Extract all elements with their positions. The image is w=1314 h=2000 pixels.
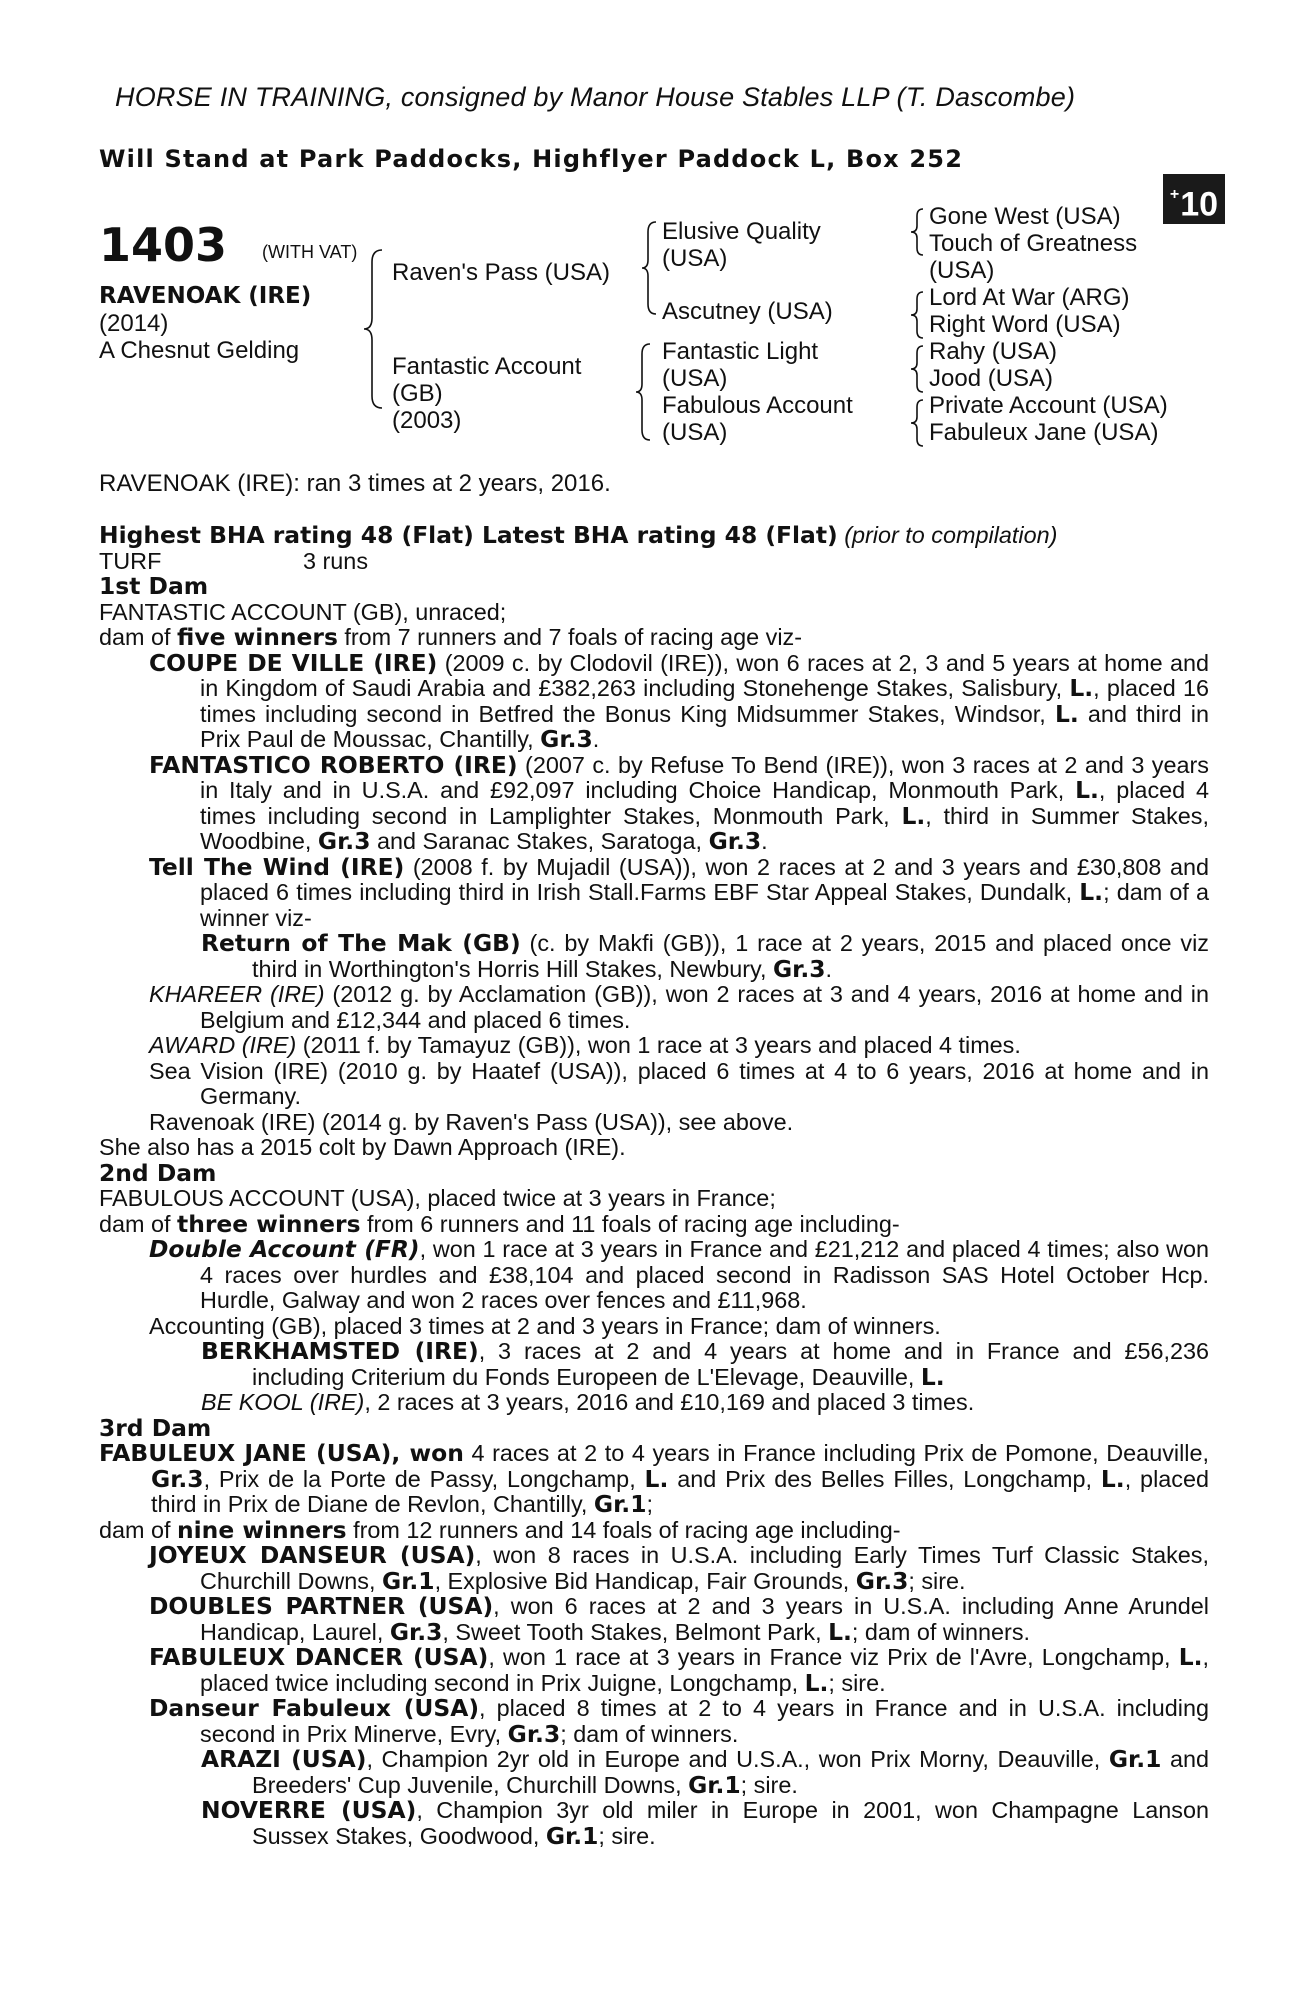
progeny-text: , won 6 races at 2 and 3 years in U.S.A. including Anne Arundel Handicap, Laurel, [200,1593,1209,1645]
progeny-name: ARAZI (USA) [201,1745,367,1773]
progeny-entry [99,931,1209,982]
pedigree-brace-ss [909,207,927,257]
progeny-text: . [761,828,768,854]
pedigree-brace-main [362,248,386,410]
progeny-name: DOUBLES PARTNER (USA) [149,1592,494,1620]
badge-number: 10 [1180,185,1219,224]
grade: Gr.3 [151,1464,204,1493]
pedigree-brace-dd [909,398,927,448]
progeny-text: . [825,955,833,982]
badge-plus: + [1169,186,1180,203]
dam-of-bold: three winners [177,1209,361,1238]
progeny-name: FANTASTICO ROBERTO (IRE) [149,750,518,779]
pedigree-ds-line1: Fantastic Light [662,338,819,365]
grade: L. [828,1617,852,1646]
pedigree-ss-line1: Elusive Quality [662,218,821,245]
grade: L. [901,801,926,830]
progeny-entry: Sea Vision (IRE) (2010 g. by Haatef (USA)), placed 6 times at 4 to 6 years, 2016 at home and in Germany. [149,1057,1209,1109]
progeny-text: 4 races at 2 to 4 years in France including Prix de Pomone, Deauville, [463,1440,1209,1466]
second-dam-dam-of [99,1209,1209,1238]
grade: L. [1069,674,1094,702]
progeny-text: (2007 c. by Refuse To Bend (IRE)), won 3 races at 2 and 3 years in Italy and in U.S.A. and £92,097 including Choice Handicap, Monmouth Park, [200,751,1209,803]
progeny-name: NOVERRE (USA) [201,1796,417,1824]
progeny-text: ; sire. [908,1567,966,1594]
lot-number: 1403 [99,218,228,272]
progeny-name: BE KOOL (IRE) [201,1389,365,1415]
first-dam-dam-of [99,625,1209,651]
pedigree-ds-line2: (USA) [662,365,728,392]
surface-label: TURF [99,547,162,574]
surface-runs: 3 runs [303,547,369,574]
progeny-entry [99,648,1209,753]
progeny-text: , placed twice including second in Prix Juigne, Longchamp, [200,1644,1209,1696]
progeny-text: , 3 races at 2 and 4 years at home and in France and £56,236 including Criterium du Fonds Europeen de L'Elevage, Deauville, [252,1338,1209,1390]
third-dam-dam-of [99,1515,1209,1544]
page-header: HORSE IN TRAINING, consigned by Manor House Stables LLP (T. Dascombe) [115,82,1076,112]
progeny-entry [99,1645,1209,1696]
grade: L. [1178,1643,1203,1671]
grade: L. [1075,776,1099,804]
progeny-text: , Prix de la Porte de Passy, Longchamp, [203,1465,645,1492]
progeny-entry: Accounting (GB), placed 3 times at 2 and 3 years in France; dam of winners. [149,1312,941,1339]
progeny-name: KHAREER (IRE) [149,981,325,1007]
progeny-entry [99,1543,1209,1594]
rating-line [99,523,1209,549]
progeny-text: ; [646,1491,653,1517]
pedigree-brace-sd [909,290,927,340]
horse-year: (2014) [99,310,169,337]
grade: Gr.3 [855,1566,909,1595]
progeny-text: , won 1 race at 3 years in France and £21,212 and placed 4 times; also won 4 races over hurdles and £38,104 and placed second in Radisson SAS Hotel October Hcp. Hurdle, Galway and won 2 races over fences and £11,968. [200,1236,1209,1313]
progeny-entry [99,1747,1209,1798]
dam-of-pre: dam of [99,624,178,650]
progeny-text: ; sire. [828,1669,886,1696]
pedigree-dss: Rahy (USA) [929,338,1058,365]
progeny-entry [99,1798,1209,1849]
first-dam-line1: FANTASTIC ACCOUNT (GB), unraced; [99,598,507,625]
first-dam-heading: 1st Dam [99,572,209,600]
pedigree-dam-line2: (GB) [392,380,443,407]
pedigree-ss-line2: (USA) [662,245,728,272]
pedigree-brace-sire [640,220,660,316]
dam-of-bold: nine winners [177,1515,347,1544]
grade: Gr.3 [708,827,762,855]
pedigree-ddd: Fabuleux Jane (USA) [929,419,1159,446]
first-dam-also: She also has a 2015 colt by Dawn Approach (IRE). [99,1134,626,1160]
progeny-entry [99,852,1209,932]
lot-vat: (WITH VAT) [262,242,358,262]
progeny-text: , Explosive Bid Handicap, Fair Grounds, [434,1567,856,1594]
progeny-text: and Prix des Belles Filles, Longchamp, [668,1465,1101,1492]
dam-of-bold: five winners [177,623,338,651]
grade: Gr.3 [507,1719,561,1748]
progeny-name: Return of The Mak (GB) [201,929,521,957]
third-dam-name: FABULEUX JANE (USA) [99,1439,392,1467]
progeny-text: ; sire. [740,1771,798,1798]
grade: L. [1054,699,1079,728]
grade: Gr.1 [382,1566,435,1595]
pedigree-dam-line1: Fantastic Account [392,353,582,380]
grade: L. [1079,878,1104,906]
progeny-entry [99,1390,1209,1416]
grade: Gr.3 [317,827,371,855]
progeny-name: Tell The Wind (IRE) [149,852,405,881]
grade: Gr.3 [772,954,826,983]
dam-of-post: from 7 runners and 7 foals of racing age viz- [337,624,803,650]
progeny-text: and Saranac Stakes, Saratoga, [370,828,709,854]
catalogue-body [99,523,1209,1849]
grade: Gr.3 [540,725,593,753]
progeny-text: , placed 16 times including second in Betfred the Bonus King Midsummer Stakes, Windsor, [200,675,1209,727]
progeny-entry [99,1237,1209,1314]
pedigree-brace-dam [634,342,654,442]
surface-line [99,549,1209,575]
pedigree-sss: Gone West (USA) [929,203,1121,230]
progeny-text: ; dam of a winner viz- [200,879,1209,931]
grade: Gr.1 [688,1770,741,1799]
third-dam-won: , won [391,1439,464,1467]
progeny-text: and Breeders' Cup Juvenile, Churchill Downs, [252,1746,1209,1798]
grade: L. [804,1668,829,1697]
progeny-text: , 2 races at 3 years, 2016 and £10,169 and placed 3 times. [364,1389,975,1415]
pedigree-dd-line2: (USA) [662,419,728,446]
progeny-entry [99,1594,1209,1645]
progeny-name: COUPE DE VILLE (IRE) [149,648,438,677]
progeny-text: ; dam of winners. [851,1618,1031,1645]
progeny-text: (2009 c. by Clodovil (IRE)), won 6 races at 2, 3 and 5 years at home and in Kingdom of Saudi Arabia and £382,263 including Stonehenge Stakes, Salisbury, [200,649,1209,701]
progeny-name: FABULEUX DANCER (USA) [149,1643,489,1671]
progeny-entry [99,1033,1209,1059]
third-dam-record [99,1441,1209,1518]
pedigree-sd: Ascutney (USA) [662,298,833,325]
rating-bold: Highest BHA rating 48 (Flat) Latest BHA rating 48 (Flat) [99,521,838,549]
progeny-name: Double Account (FR) [149,1235,420,1263]
dam-of-pre: dam of [99,1210,178,1237]
pedigree-sds: Lord At War (ARG) [929,284,1130,311]
progeny-text: , won 8 races in U.S.A. including Early Times Turf Classic Stakes, Churchill Downs, [200,1542,1209,1594]
pedigree-dds: Private Account (USA) [929,392,1168,419]
progeny-text: ; sire. [598,1822,656,1849]
dam-of-post: from 6 runners and 11 foals of racing age including- [360,1210,900,1237]
pedigree-sire: Raven's Pass (USA) [392,259,610,286]
pedigree-dsd: Jood (USA) [929,365,1054,392]
progeny-name: Danseur Fabuleux (USA) [149,1694,480,1722]
lot-badge [1163,174,1225,224]
progeny-text: , Champion 3yr old miler in Europe in 2001, won Champagne Lanson Sussex Stakes, Goodwood, [252,1797,1209,1849]
progeny-text: (2012 g. by Acclamation (GB)), won 2 races at 3 and 4 years, 2016 at home and in Belgium and £12,344 and placed 6 times. [200,981,1209,1033]
progeny-text: (2011 f. by Tamayuz (GB)), won 1 race at 3 years and placed 4 times. [296,1032,1021,1058]
grade: L. [1100,1464,1125,1493]
progeny-name: AWARD (IRE) [149,1032,297,1058]
pedigree-sdd: Right Word (USA) [929,311,1121,338]
progeny-entry [99,1696,1209,1747]
third-dam-heading: 3rd Dam [99,1413,212,1442]
progeny-name: BERKHAMSTED (IRE) [201,1337,479,1365]
progeny-text: (2008 f. by Mujadil (USA)), won 2 races at 2 and 3 years and £30,808 and placed 6 times including third in Irish Stall.Farms EBF Star Appeal Stakes, Dundalk, [200,853,1209,905]
progeny-entry [99,750,1209,855]
pedigree-ssd-line2: (USA) [929,257,995,284]
racing-record: RAVENOAK (IRE): ran 3 times at 2 years, 2016. [99,470,611,497]
progeny-text: , won 1 race at 3 years in France viz Prix de l'Avre, Longchamp, [488,1644,1179,1670]
dam-of-post: from 12 runners and 14 foals of racing age including- [346,1516,901,1543]
progeny-entry [99,982,1209,1033]
progeny-text: , third in Summer Stakes, Woodbine, [200,802,1209,854]
grade: Gr.3 [389,1617,443,1646]
progeny-text: , placed third in Prix de Diane de Revlon, Chantilly, [151,1465,1209,1517]
progeny-name: JOYEUX DANSEUR (USA) [149,1541,476,1569]
rating-note: (prior to compilation) [844,522,1058,548]
pedigree-ssd-line1: Touch of Greatness [929,230,1138,257]
progeny-text: . [592,726,600,752]
second-dam-heading: 2nd Dam [99,1158,217,1187]
pedigree-brace-ds [909,344,927,394]
stand-location: Will Stand at Park Paddocks, Highflyer Paddock L, Box 252 [99,145,964,173]
progeny-text: , Champion 2yr old in Europe and U.S.A., won Prix Morny, Deauville, [366,1746,1109,1772]
horse-name: RAVENOAK (IRE) [99,283,312,309]
grade: Gr.1 [545,1821,599,1850]
progeny-text: , placed 8 times at 2 to 4 years in France and in U.S.A. including second in Prix Minerve, Evry, [200,1695,1209,1747]
progeny-text: ; dam of winners. [560,1720,739,1747]
grade: L. [920,1362,945,1391]
grade: L. [644,1464,669,1493]
progeny-entry: Ravenoak (IRE) (2014 g. by Raven's Pass (USA)), see above. [149,1108,794,1135]
grade: Gr.1 [1108,1745,1162,1773]
horse-description: A Chesnut Gelding [99,337,300,364]
progeny-text: and third in Prix Paul de Moussac, Chantilly, [200,700,1209,752]
grade: Gr.1 [593,1490,647,1518]
progeny-text: , Sweet Tooth Stakes, Belmont Park, [442,1618,829,1645]
dam-of-pre: dam of [99,1516,178,1543]
progeny-text: , placed 4 times including second in Lamplighter Stakes, Monmouth Park, [200,777,1209,829]
progeny-entry [99,1339,1209,1390]
pedigree-dd-line1: Fabulous Account [662,392,853,419]
progeny-text: (c. by Makfi (GB)), 1 race at 2 years, 2015 and placed once viz third in Worthington's Horris Hill Stakes, Newbury, [252,930,1209,982]
second-dam-line1: FABULOUS ACCOUNT (USA), placed twice at 3 years in France; [99,1185,776,1211]
pedigree-dam-line3: (2003) [392,407,462,434]
